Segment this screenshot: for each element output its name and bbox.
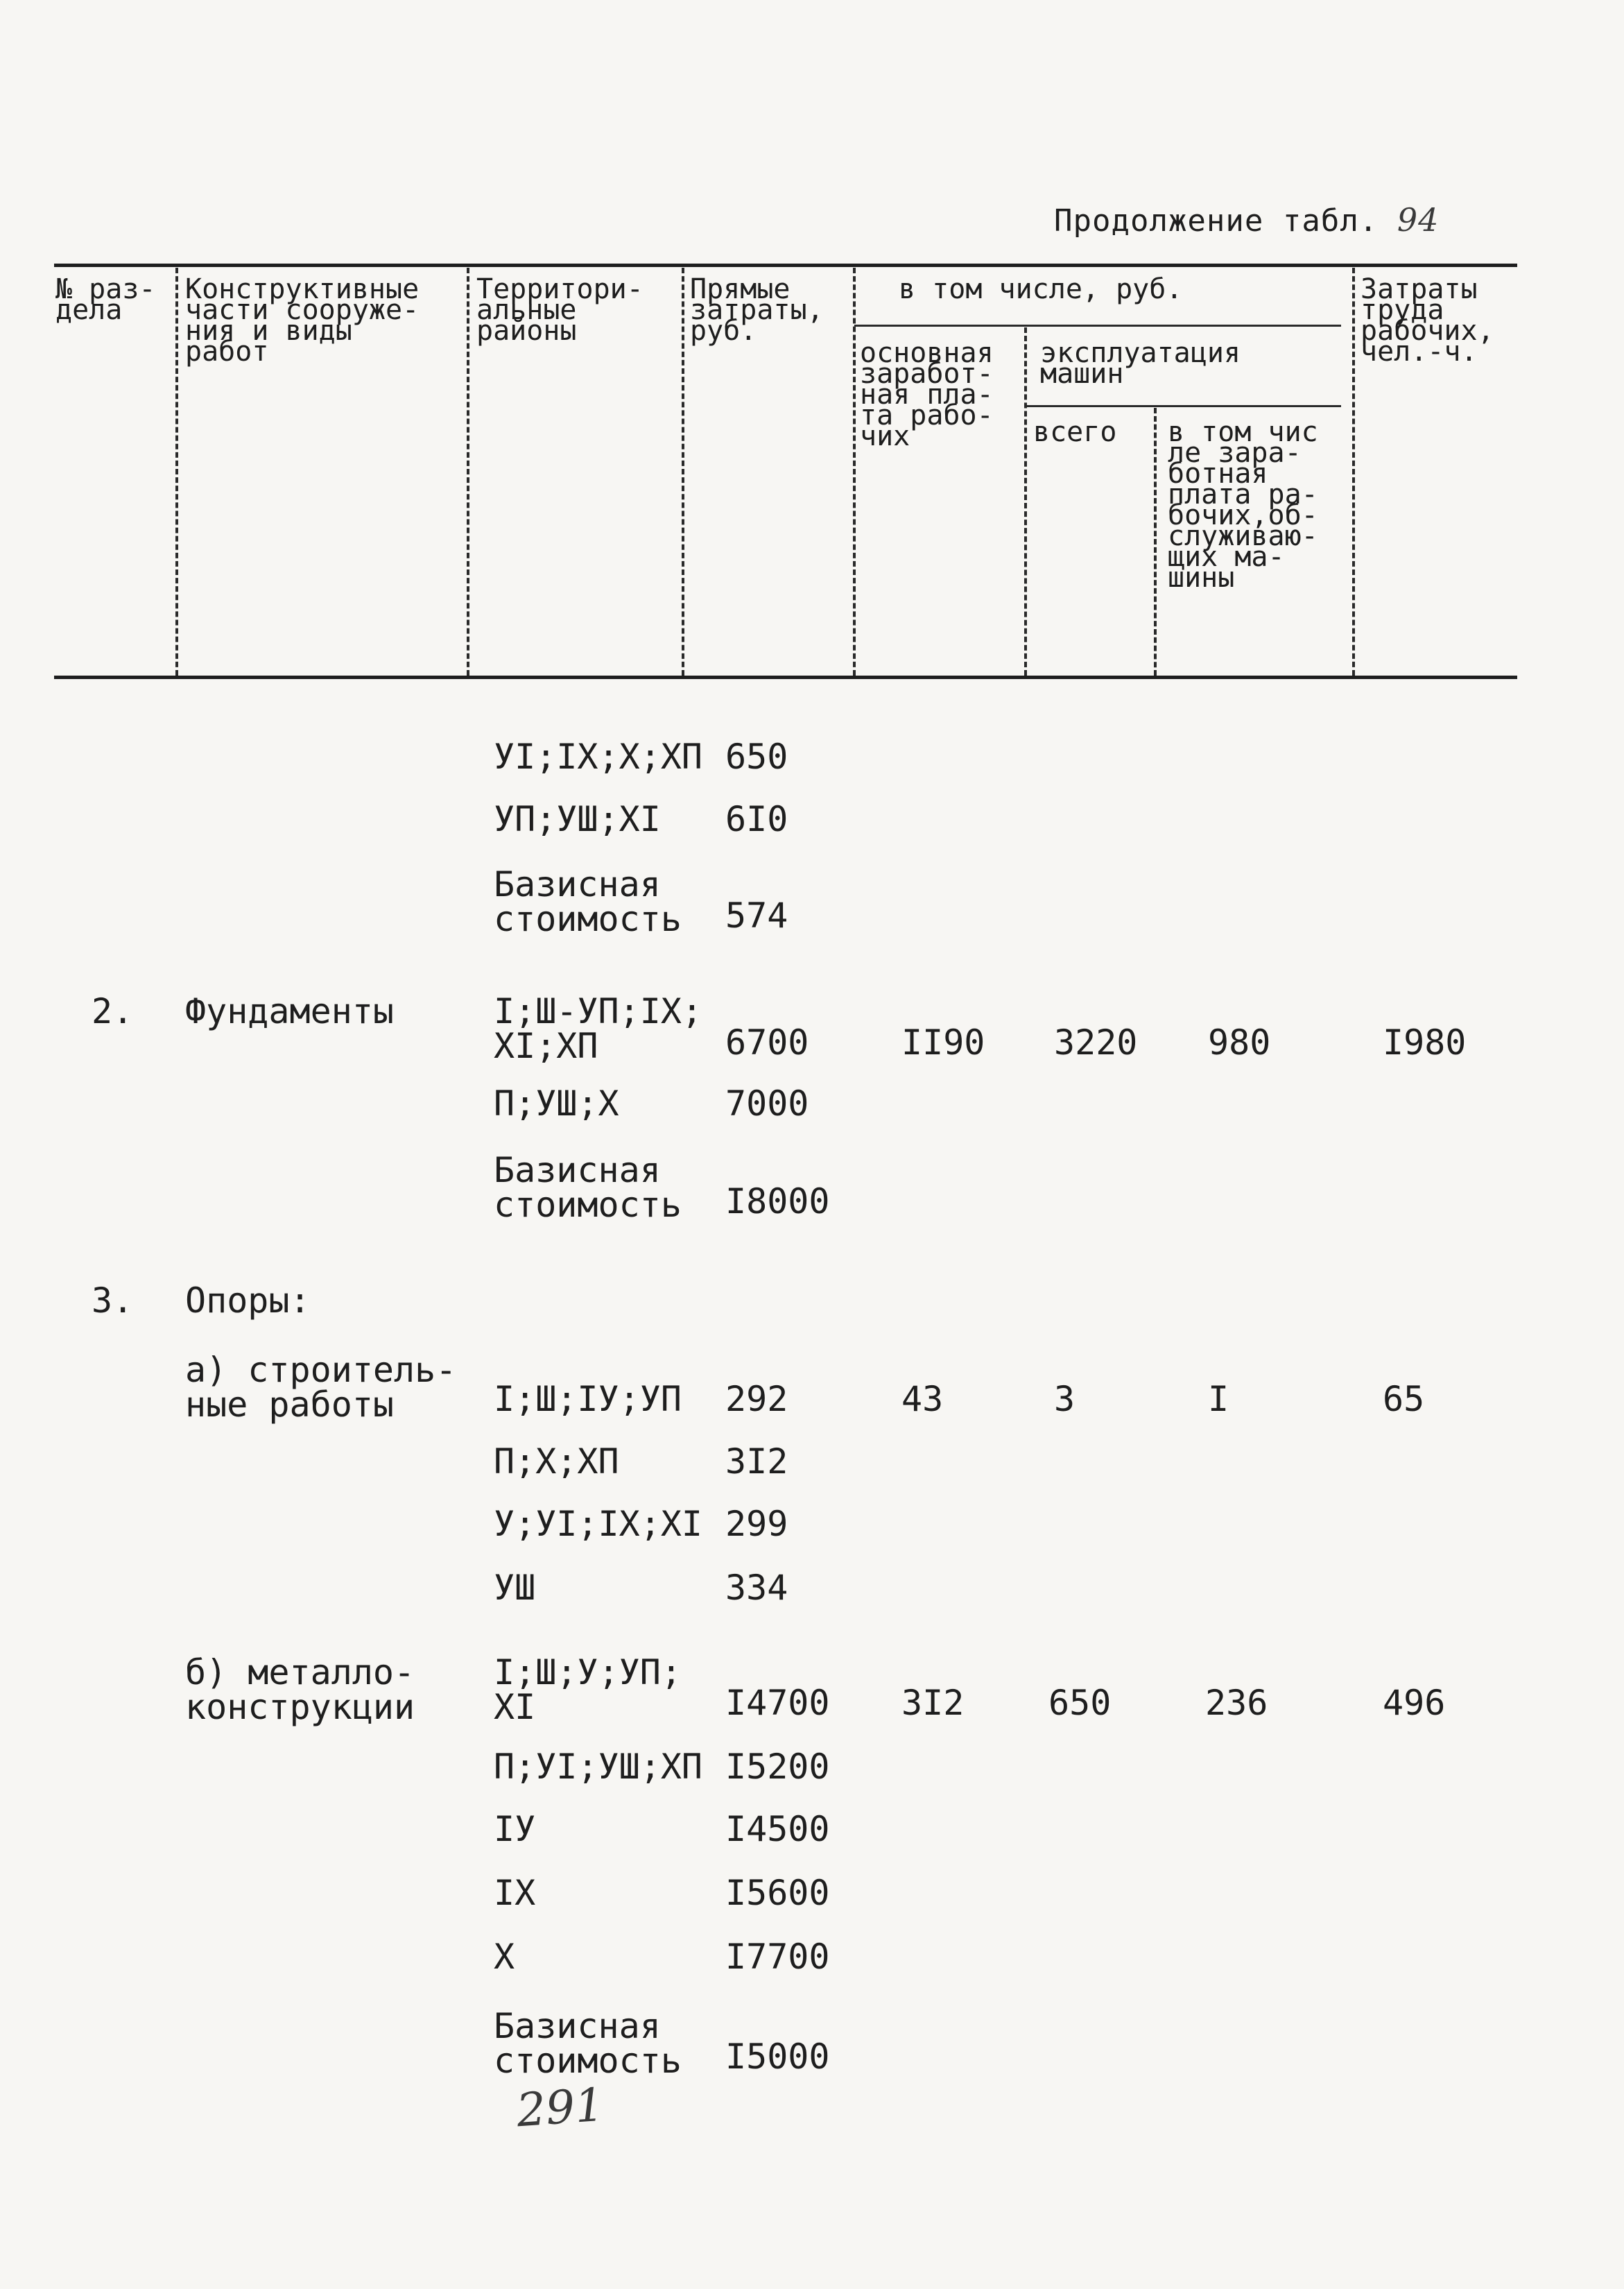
table-cell-region: УI;IX;X;XП	[494, 737, 703, 777]
header-bottom-rule	[54, 676, 1517, 679]
table-cell-structural-part: б) металло- конструкции	[185, 1652, 415, 1727]
table-cell-direct-cost: 334	[725, 1568, 788, 1608]
table-cell-direct-cost: I5200	[725, 1747, 830, 1787]
col-divider	[1352, 268, 1355, 676]
table-cell-direct-cost: I5000	[725, 2037, 830, 2077]
table-cell-direct-cost: 650	[725, 737, 788, 777]
table-cell-direct-cost: I4500	[725, 1809, 830, 1849]
table-cell-region: П;УШ;X	[494, 1083, 619, 1124]
table-cell-region: IУ	[494, 1809, 536, 1849]
table-cell-structural-part: Опоры:	[185, 1280, 311, 1321]
table-cell-labor: 65	[1383, 1379, 1425, 1419]
table-cell-region: IX	[494, 1873, 536, 1913]
table-cell-region: П;УI;УШ;XП	[494, 1747, 703, 1787]
table-cell-direct-cost: I7700	[725, 1937, 830, 1977]
table-cell-region: УШ	[494, 1568, 536, 1608]
col-divider	[853, 268, 856, 676]
table-cell-basic-wage: II90	[901, 1022, 985, 1063]
table-cell-basic-wage: 3I2	[901, 1683, 965, 1723]
table-caption	[1054, 201, 1439, 239]
table-cell-direct-cost: I8000	[725, 1181, 830, 1221]
table-cell-direct-cost: 299	[725, 1504, 788, 1544]
table-cell-region: УП;УШ;XI	[494, 799, 661, 839]
table-cell-region: I;Ш;У;УП; XI	[494, 1652, 682, 1727]
table-cell-direct-cost: 574	[725, 895, 788, 936]
table-cell-region: У;УI;IX;XI	[494, 1504, 703, 1544]
header-machines-total: всего	[1033, 416, 1117, 448]
page-number: 291	[515, 2077, 606, 2138]
table-cell-direct-cost: 6700	[725, 1022, 809, 1063]
machines-rule	[1026, 405, 1341, 407]
header-including-group: в том числе, руб.	[899, 273, 1183, 305]
header-section-number: № раз- дела	[55, 273, 156, 326]
table-cell-direct-cost: 292	[725, 1379, 788, 1419]
table-cell-direct-cost: 3I2	[725, 1441, 788, 1482]
table-cell-region: X	[494, 1937, 515, 1977]
header-machines-group: эксплуатация машин	[1040, 337, 1241, 390]
table-cell-machine-wage: I	[1208, 1379, 1229, 1419]
table-cell-structural-part: а) строитель- ные работы	[185, 1350, 457, 1425]
table-cell-direct-cost: I4700	[725, 1683, 830, 1723]
table-cell-region: Базисная стоимость	[494, 2006, 682, 2081]
table-cell-machines-total: 650	[1048, 1683, 1112, 1723]
table-cell-labor: I980	[1383, 1022, 1467, 1063]
header-regions: Территори- альные районы	[476, 273, 643, 347]
header-basic-wage: основная заработ- ная пла- та рабо- чих	[860, 337, 994, 452]
header-direct-costs: Прямые затраты, руб.	[690, 273, 824, 347]
table-cell-region: Базисная стоимость	[494, 1150, 682, 1225]
header-machine-operator-wage: в том чис ле зара- ботная плата ра- бочих,об- служиваю- щих ма- шины	[1168, 416, 1318, 594]
table-cell-direct-cost: 7000	[725, 1083, 809, 1124]
table-cell-machine-wage: 236	[1205, 1683, 1268, 1723]
col-divider	[682, 268, 684, 676]
table-cell-section-number: 3.	[92, 1280, 134, 1321]
table-cell-machine-wage: 980	[1208, 1022, 1271, 1063]
table-cell-section-number: 2.	[92, 991, 134, 1031]
caption-text: Продолжение табл.	[1054, 203, 1379, 239]
table-cell-region: I;Ш;IУ;УП	[494, 1379, 682, 1419]
header-labor-costs: Затраты труда рабочих, чел.-ч.	[1360, 273, 1494, 368]
header-structural-parts: Конструктивные части сооруже- ния и виды работ	[185, 273, 420, 368]
group-rule	[854, 325, 1341, 327]
table-cell-region: Базисная стоимость	[494, 864, 682, 939]
col-divider	[1024, 327, 1027, 676]
table-cell-labor: 496	[1383, 1683, 1446, 1723]
header-top-rule	[54, 264, 1517, 267]
table-cell-machines-total: 3220	[1054, 1022, 1138, 1063]
table-cell-direct-cost: I5600	[725, 1873, 830, 1913]
table-cell-direct-cost: 6I0	[725, 799, 788, 839]
table-cell-structural-part: Фундаменты	[185, 991, 395, 1031]
col-divider	[1154, 408, 1157, 676]
table-cell-region: П;X;XП	[494, 1441, 619, 1482]
col-divider	[175, 268, 178, 676]
col-divider	[467, 268, 469, 676]
table-cell-machines-total: 3	[1054, 1379, 1076, 1419]
table-cell-basic-wage: 43	[901, 1379, 944, 1419]
table-number: 94	[1397, 201, 1440, 239]
table-cell-region: I;Ш-УП;IX; XI;XП	[494, 991, 703, 1066]
